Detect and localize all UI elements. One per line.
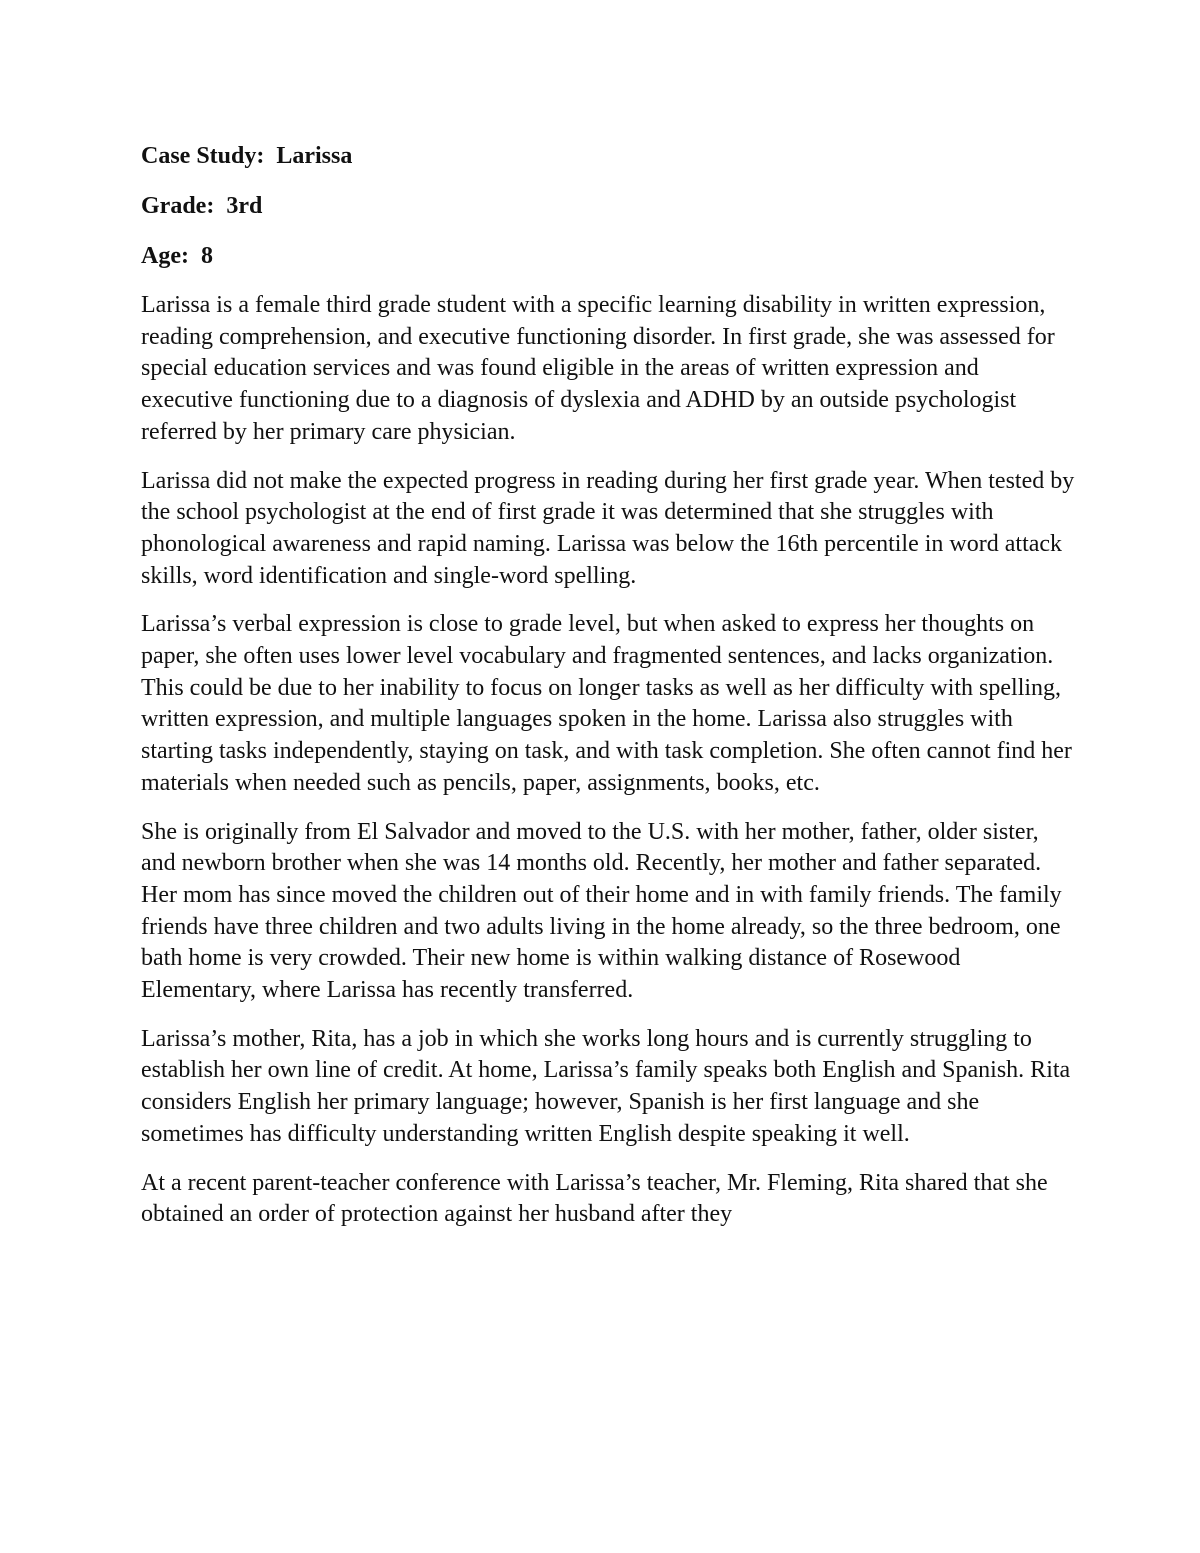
case-study-title: Case Study: Larissa bbox=[141, 143, 353, 169]
paragraph-diagnosis: Larissa is a female third grade student with a specific learning disability in written expression, reading comprehension, and executive functioning disorder. In first grade, she was assessed for special education services and was found eligible in the areas of written expression and executive functioning due to a diagnosis of dyslexia and ADHD by an outside psychologist referred by her primary care physician. bbox=[141, 292, 1055, 445]
paragraph-reading-progress: Larissa did not make the expected progress in reading during her first grade year. When tested by the school psychologist at the end of first grade it was determined that she struggles with phonological awareness and rapid naming. Larissa was below the 16th percentile in word attack skills, word identification and single-word spelling. bbox=[141, 467, 1075, 589]
paragraph-expression: Larissa’s verbal expression is close to grade level, but when asked to express her thoughts on paper, she often uses lower level vocabulary and fragmented sentences, and lacks organization. This could be due to her inability to focus on longer tasks as well as her difficulty with spelling, written expression, and multiple languages spoken in the home. Larissa also struggles with starting tasks independently, staying on task, and with task completion. She often cannot find her materials when needed such as pencils, paper, assignments, books, etc. bbox=[141, 611, 1072, 796]
paragraph-conference: At a recent parent-teacher conference with Larissa’s teacher, Mr. Fleming, Rita shared that she obtained an order of protection against her husband after they bbox=[141, 1169, 1048, 1228]
document-body bbox=[141, 140, 1076, 1248]
paragraph-family-background: She is originally from El Salvador and moved to the U.S. with her mother, father, older sister, and newborn brother when she was 14 months old. Recently, her mother and father separated. Her mom has since moved the children out of their home and in with family friends. The family friends have three children and two adults living in the home already, so the three bedroom, one bath home is very crowded. Their new home is within walking distance of Rosewood Elementary, where Larissa has recently transferred. bbox=[141, 818, 1062, 1004]
age-line: Age: 8 bbox=[141, 243, 213, 269]
paragraph-mother: Larissa’s mother, Rita, has a job in which she works long hours and is currently struggling to establish her own line of credit. At home, Larissa’s family speaks both English and Spanish. Rita considers English her primary language; however, Spanish is her first language and she sometimes has difficulty understanding written English despite speaking it well. bbox=[141, 1025, 1071, 1147]
grade-line: Grade: 3rd bbox=[141, 193, 263, 219]
